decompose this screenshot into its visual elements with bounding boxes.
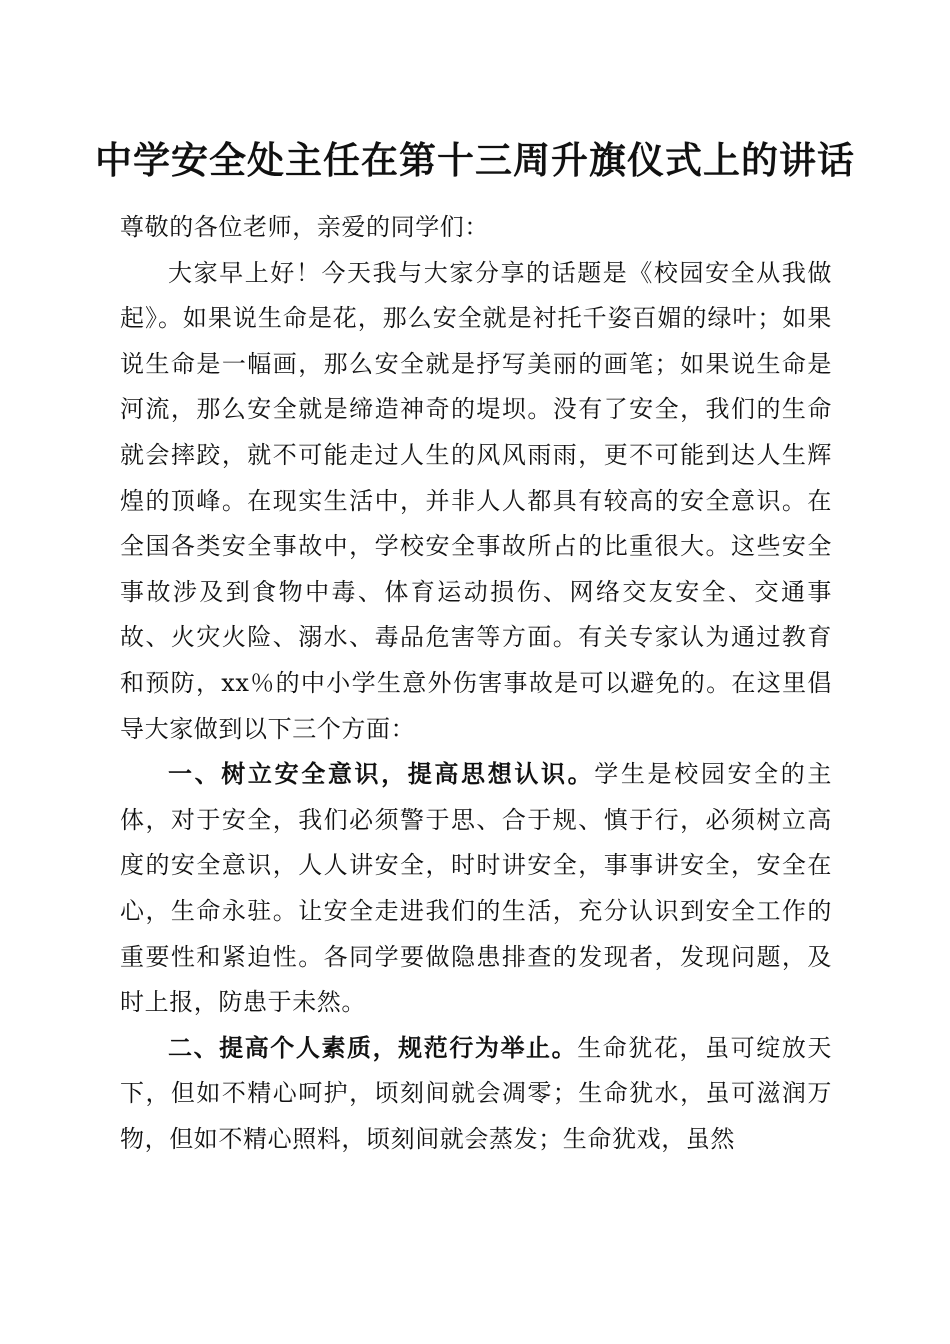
- section-text: 生命犹花，虽可绽放天下，但如不精心呵护，顷刻间就会凋零；生命犹水，虽可滋润万物，但如不精心照料，顷刻间就会蒸发；生命犹戏，虽然: [120, 1033, 832, 1153]
- section-text: 学生是校园安全的主体，对于安全，我们必须警于思、合于规、慎于行，必须树立高度的安全意识，人人讲安全，时时讲安全，事事讲安全，安全在心，生命永驻。让安全走进我们的生活，充分认识到安全工作的重要性和紧迫性。各同学要做隐患排查的发现者，发现问题，及时上报，防患于未然。: [120, 760, 832, 1017]
- section-heading: 二、提高个人素质，规范行为举止。: [168, 1033, 578, 1062]
- salutation: 尊敬的各位老师，亲爱的同学们：: [120, 213, 489, 241]
- section-heading: 一、树立安全意识，提高思想认识。: [168, 760, 595, 789]
- section-paragraph: [120, 752, 832, 1026]
- document-body: [120, 205, 832, 1162]
- section-paragraph: [120, 1026, 832, 1163]
- intro-paragraph: 大家早上好！今天我与大家分享的话题是《校园安全从我做起》。如果说生命是花，那么安全就是衬托千姿百媚的绿叶；如果说生命是一幅画，那么安全就是抒写美丽的画笔；如果说生命是河流，那么安全就是缔造神奇的堤坝。没有了安全，我们的生命就会摔跤，就不可能走过人生的风风雨雨，更不可能到达人生辉煌的顶峰。在现实生活中，并非人人都具有较高的安全意识。在全国各类安全事故中，学校安全事故所占的比重很大。这些安全事故涉及到食物中毒、体育运动损伤、网络交友安全、交通事故、火灾火险、溺水、毒品危害等方面。有关专家认为通过教育和预防，xx％的中小学生意外伤害事故是可以避免的。在这里倡导大家做到以下三个方面：: [120, 258, 832, 743]
- document-title: 中学安全处主任在第十三周升旗仪式上的讲话: [95, 138, 855, 182]
